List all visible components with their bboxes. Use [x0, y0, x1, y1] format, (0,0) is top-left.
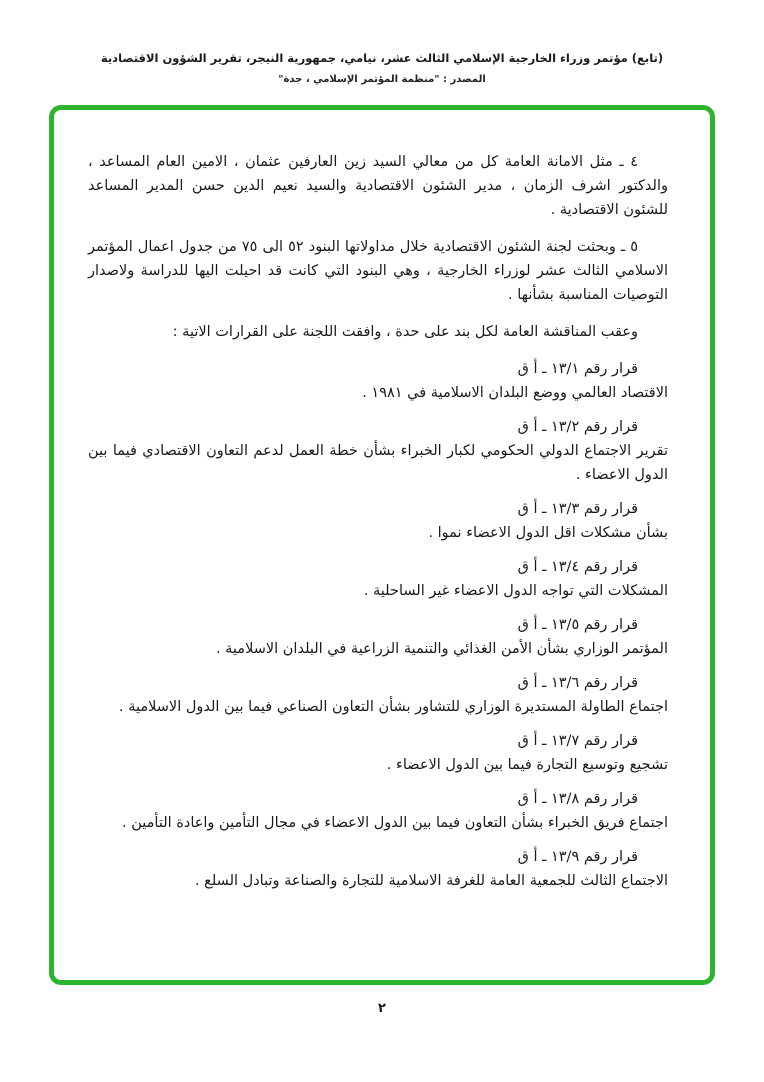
resolution-item — [88, 613, 668, 661]
resolution-item — [88, 357, 668, 405]
resolution-item — [88, 671, 668, 719]
resolution-desc: المشكلات التي تواجه الدول الاعضاء غير الساحلية . — [363, 583, 668, 600]
resolution-title: قرار رقم ١٣/٢ ـ أ ق — [517, 419, 638, 436]
resolution-item — [88, 415, 668, 487]
resolution-desc: اجتماع فريق الخبراء بشأن التعاون فيما بين الدول الاعضاء في مجال التأمين واعادة التأمين . — [122, 815, 668, 832]
resolution-title: قرار رقم ١٣/٣ ـ أ ق — [517, 501, 638, 518]
resolution-desc: المؤتمر الوزاري بشأن الأمن الغذائي والتنمية الزراعية في البلدان الاسلامية . — [215, 641, 668, 658]
paragraph-4: ٤ ـ مثل الامانة العامة كل من معالي السيد زين العارفين عثمان ، الامين العام المساعد ، والدكتور اشرف الزمان ، مدير الشئون الاقتصادية والسيد نعيم الدين حسن المدير المساعد للشئون الاقتصادية . — [88, 154, 668, 219]
resolution-item — [88, 845, 668, 893]
document-header-title: (تابع) مؤتمر وزراء الخارجية الإسلامي الثالث عشر، نيامي، جمهورية النيجر، تقرير الشؤون الاقتصادية — [100, 51, 664, 65]
content-border-box — [49, 105, 715, 985]
resolution-title: قرار رقم ١٣/٧ ـ أ ق — [517, 733, 638, 750]
document-body — [88, 150, 668, 893]
resolution-title: قرار رقم ١٣/٦ ـ أ ق — [517, 675, 638, 692]
resolutions-intro: وعقب المناقشة العامة لكل بند على حدة ، وافقت اللجنة على القرارات الاتية : — [172, 324, 638, 341]
page-number: ٢ — [378, 1001, 386, 1017]
resolution-item — [88, 787, 668, 835]
resolution-desc: تشجيع وتوسيع التجارة فيما بين الدول الاعضاء . — [386, 757, 668, 774]
resolution-item — [88, 497, 668, 545]
resolution-title: قرار رقم ١٣/٨ ـ أ ق — [517, 791, 638, 808]
resolution-title: قرار رقم ١٣/٩ ـ أ ق — [517, 849, 638, 866]
paragraph-5: ٥ ـ وبحثت لجنة الشئون الاقتصادية خلال مداولاتها البنود ٥٢ الى ٧٥ من جدول اعمال المؤتمر الاسلامي الثالث عشر لوزراء الخارجية ، وهي البنود التي كانت قد احيلت اليها للدراسة ولاصدار التوصيات المناسبة بشأنها . — [88, 239, 668, 304]
resolution-desc: بشأن مشكلات اقل الدول الاعضاء نموا . — [428, 525, 668, 542]
resolution-title: قرار رقم ١٣/٥ ـ أ ق — [517, 617, 638, 634]
document-source-line: المصدر : "منظمة المؤتمر الإسلامي ، جدة" — [278, 74, 486, 86]
resolution-item — [88, 729, 668, 777]
resolution-title: قرار رقم ١٣/٤ ـ أ ق — [517, 559, 638, 576]
resolution-desc: الاجتماع الثالث للجمعية العامة للغرفة الاسلامية للتجارة والصناعة وتبادل السلع . — [194, 873, 668, 890]
resolution-item — [88, 555, 668, 603]
resolution-title: قرار رقم ١٣/١ ـ أ ق — [517, 361, 638, 378]
resolution-desc: تقرير الاجتماع الدولي الحكومي لكبار الخبراء بشأن خطة العمل لدعم التعاون الاقتصادي فيما بين الدول الاعضاء . — [88, 443, 668, 484]
resolution-desc: اجتماع الطاولة المستديرة الوزاري للتشاور بشأن التعاون الصناعي فيما بين الدول الاسلامية . — [119, 699, 668, 716]
resolution-desc: الاقتصاد العالمي ووضع البلدان الاسلامية في ١٩٨١ . — [362, 385, 668, 402]
